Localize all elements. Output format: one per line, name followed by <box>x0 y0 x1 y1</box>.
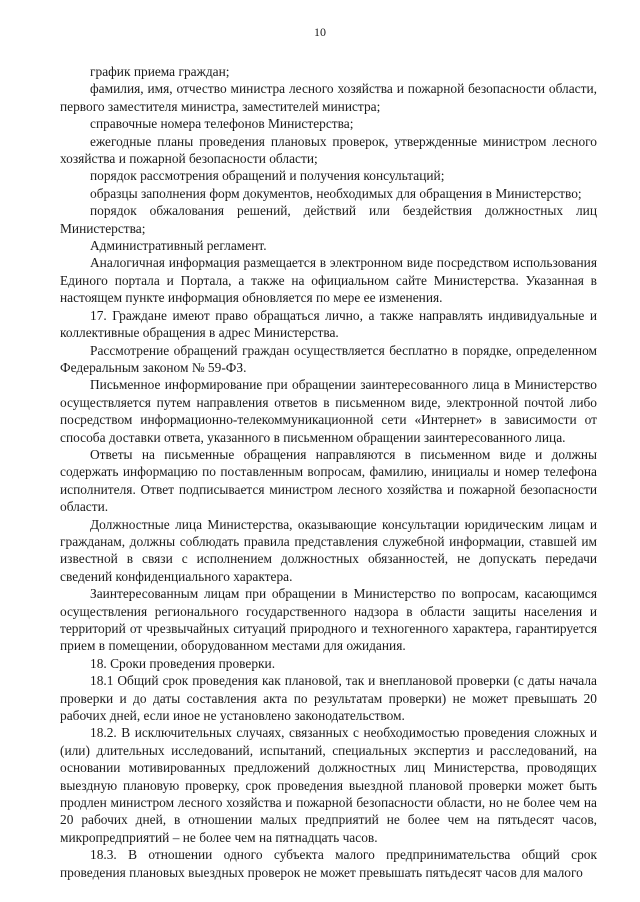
paragraph: справочные номера телефонов Министерства; <box>90 116 354 132</box>
paragraph: Аналогичная информация размещается в электронном виде посредством использования Единого портала и Портала, а также на официальном сайте Министерства. Указанная в настоящем пункте информация обновляется по мере ее изменения. <box>60 255 597 306</box>
paragraph: ежегодные планы проведения плановых проверок, утвержденные министром лесного хозяйства и пожарной безопасности области; <box>60 133 597 167</box>
paragraph: фамилия, имя, отчество министра лесного хозяйства и пожарной безопасности области, первого заместителя министра, заместителей министра; <box>60 81 597 114</box>
paragraph: 18.1 Общий срок проведения как плановой, так и внеплановой проверки (с даты начала проверки и до даты составления акта по результатам проверки) не может превышать 20 рабочих дней, если иное не установлено законодательством. <box>60 673 597 724</box>
section-heading: 18. Сроки проведения проверки. <box>90 655 276 671</box>
paragraph: образцы заполнения форм документов, необходимых для обращения в Министерство; <box>90 185 582 201</box>
paragraph: Заинтересованным лицам при обращении в Министерство по вопросам, касающимся осуществления регионального государственного надзора в области защиты населения и территорий от чрезвычайных ситуаций природного и техногенного характера, гарантируется прием в помещении, оборудованном местами для ожидания. <box>60 586 597 654</box>
paragraph: Ответы на письменные обращения направляются в письменном виде и должны содержать информацию по поставленным вопросам, фамилию, инициалы и номер телефона исполнителя. Ответ подписывается министром лесного хозяйства и пожарной безопасности области. <box>60 446 597 515</box>
paragraph: график приема граждан; <box>90 64 230 79</box>
paragraph: Должностные лица Министерства, оказывающие консультации юридическим лицам и гражданам, должны соблюдать правила представления служебной информации, ставшей им известной в связи с исполнением должностных обязанностей, не допускать передачи сведений конфиденциального характера. <box>60 516 597 584</box>
paragraph: Рассмотрение обращений граждан осуществляется бесплатно в порядке, определенном Федеральным законом № 59-ФЗ. <box>60 342 597 375</box>
paragraph: 18.3. В отношении одного субъекта малого предпринимательства общий срок проведения плановых выездных проверок не может превышать пятьдесят часов для малого <box>60 847 597 880</box>
paragraph: порядок рассмотрения обращений и получения консультаций; <box>90 168 445 184</box>
paragraph: Письменное информирование при обращении заинтересованного лица в Министерство осуществляется путем направления ответов в письменном виде, электронной почтой либо посредством информационно-телекоммуникационной сети «Интернет» в зависимости от способа доставки ответа, указанного в письменном обращении заинтересованного лица. <box>60 377 597 445</box>
paragraph: 17. Граждане имеют право обращаться лично, а также направлять индивидуальные и коллективные обращения в адрес Министерства. <box>60 307 597 341</box>
paragraph: порядок обжалования решений, действий или бездействия должностных лиц Министерства; <box>60 203 597 236</box>
document-body <box>60 63 597 881</box>
paragraph: Административный регламент. <box>90 238 267 254</box>
page-number: 10 <box>314 25 326 39</box>
paragraph: 18.2. В исключительных случаях, связанных с необходимостью проведения сложных и (или) длительных исследований, испытаний, специальных экспертиз и расследований, на основании мотивированных предложений должностных лиц Министерства, проводящих выездную плановую проверку, срок проведения выездной плановой проверки может быть продлен министром лесного хозяйства и пожарной безопасности области, но не более чем на 20 рабочих дней, в отношении малых предприятий не более чем на пятьдесят часов, микропредприятий – не более чем на пятнадцать часов. <box>60 725 597 845</box>
